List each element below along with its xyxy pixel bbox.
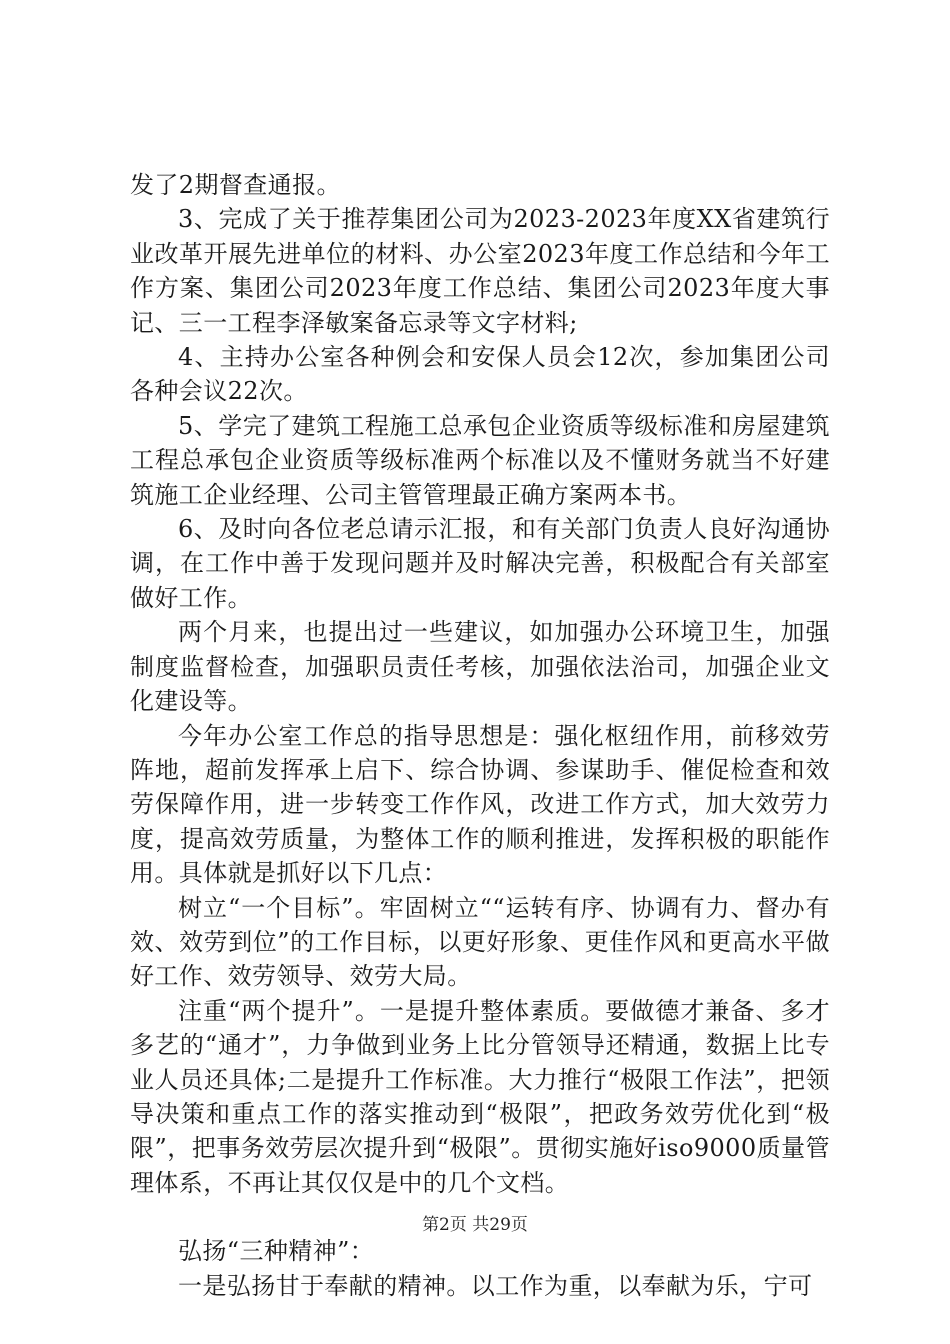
paragraph-item-3: 3、完成了关于推荐集团公司为2023-2023年度XX省建筑行业改革开展先进单位的材料、办公室2023年度工作总结和今年工作方案、集团公司2023年度工作总结、集团公司2023年度大事记、三一工程李泽敏案备忘录等文字材料; [130, 205, 830, 337]
document-body [130, 168, 830, 1303]
paragraph-item-4: 4、主持办公室各种例会和安保人员会12次，参加集团公司各种会议22次。 [130, 343, 830, 406]
paragraph-continuation: 发了2期督查通报。 [130, 171, 341, 199]
paragraph-guiding-thought: 今年办公室工作总的指导思想是：强化枢纽作用，前移效劳阵地，超前发挥承上启下、综合协调、参谋助手、催促检查和效劳保障作用，进一步转变工作作风，改进工作方式，加大效劳力度，提高效劳质量，为整体工作的顺利推进，发挥积极的职能作用。具体就是抓好以下几点： [130, 721, 830, 888]
paragraph-three-spirits-heading: 弘扬“三种精神”： [178, 1237, 375, 1266]
paragraph-one-goal: 树立“一个目标”。牢固树立““运转有序、协调有力、督办有效、效劳到位”的工作目标，以更好形象、更佳作风和更高水平做好工作、效劳领导、效劳大局。 [130, 893, 830, 991]
page-footer: 第2页 共29页 [422, 1215, 528, 1235]
paragraph-two-improvements: 注重“两个提升”。一是提升整体素质。要做德才兼备、多才多艺的“通才”，力争做到业务上比分管领导还精通，数据上比专业人员还具体;二是提升工作标准。大力推行“极限工作法”，把领导决策和重点工作的落实推动到“极限”，把政务效劳优化到“极限”，把事务效劳层次提升到“极限”。贯彻实施好iso9000质量管理体系，不再让其仅仅是中的几个文档。 [130, 996, 830, 1197]
paragraph-item-5: 5、学完了建筑工程施工总承包企业资质等级标准和房屋建筑工程总承包企业资质等级标准两个标准以及不懂财务就当不好建筑施工企业经理、公司主管管理最正确方案两本书。 [130, 411, 830, 509]
paragraph-spirit-one: 一是弘扬甘于奉献的精神。以工作为重，以奉献为乐，宁可 [178, 1271, 813, 1300]
paragraph-item-6: 6、及时向各位老总请示汇报，和有关部门负责人良好沟通协调，在工作中善于发现问题并及时解决完善，积极配合有关部室做好工作。 [130, 515, 830, 612]
paragraph-suggestions: 两个月来，也提出过一些建议，如加强办公环境卫生，加强制度监督检查，加强职员责任考核，加强依法治司，加强企业文化建设等。 [130, 618, 830, 716]
